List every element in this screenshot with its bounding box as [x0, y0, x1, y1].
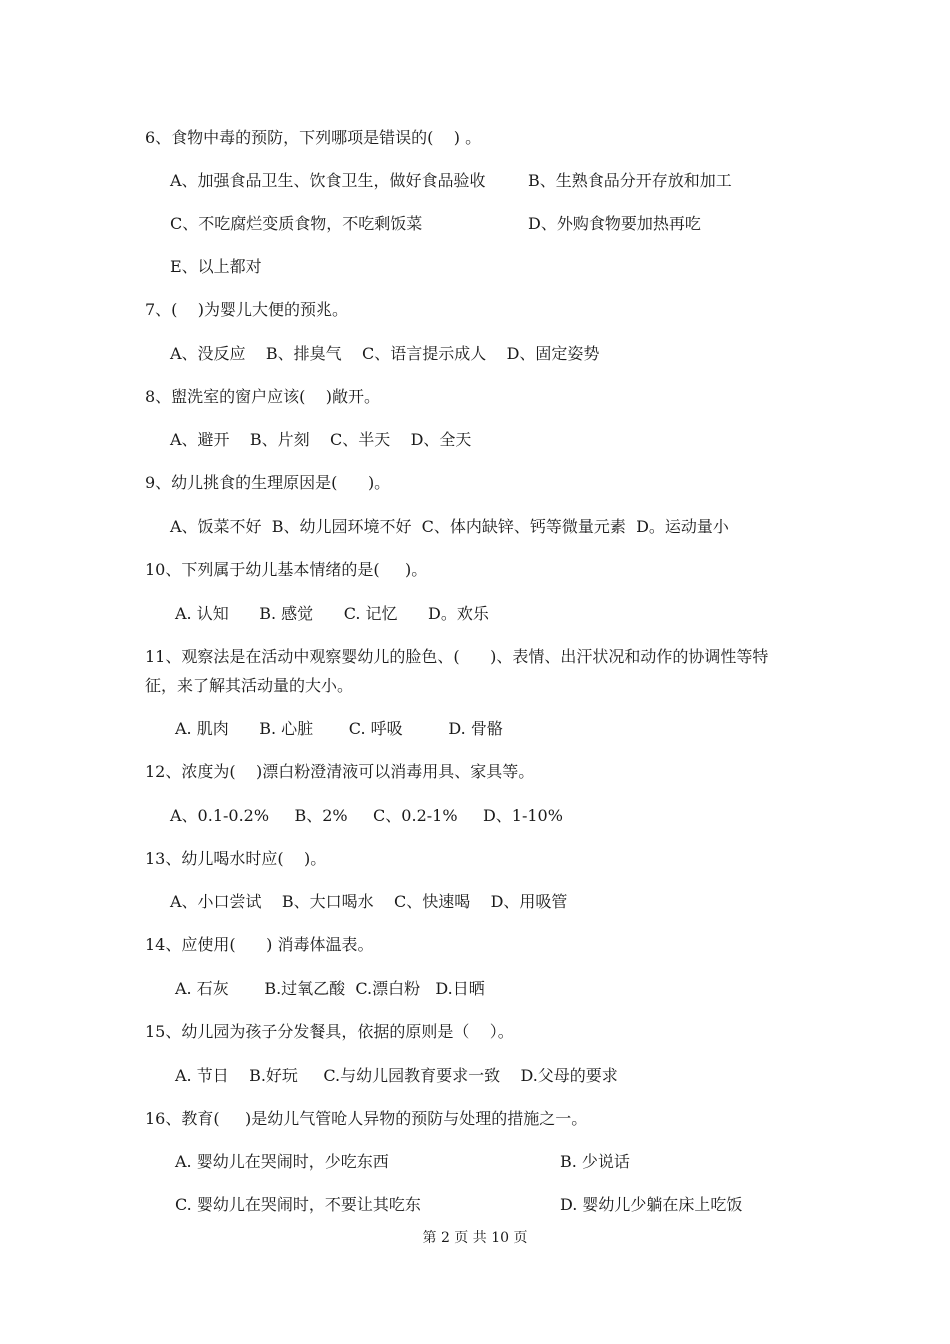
question-16-option-a: A. 婴幼儿在哭闹时，少吃东西 — [175, 1152, 389, 1171]
question-13-options: A、小口尝试 B、大口喝水 C、快速喝 D、用吸管 — [170, 892, 568, 911]
question-15-stem: 15、幼儿园为孩子分发餐具，依据的原则是（ ）。 — [145, 1022, 514, 1041]
question-6-option-e: E、以上都对 — [170, 257, 262, 276]
question-15-options: A. 节日 B.好玩 C.与幼儿园教育要求一致 D.父母的要求 — [175, 1066, 618, 1085]
question-14-options: A. 石灰 B.过氧乙酸 C.漂白粉 D.日晒 — [175, 979, 485, 998]
question-16-stem: 16、教育( )是幼儿气管呛人异物的预防与处理的措施之一。 — [145, 1109, 588, 1128]
question-16-option-b: B. 少说话 — [560, 1152, 630, 1171]
question-13-stem: 13、幼儿喝水时应( )。 — [145, 849, 327, 868]
question-11-stem-line-2: 征，来了解其活动量的大小。 — [145, 676, 354, 695]
question-12-options: A、0.1-0.2% B、2% C、0.2-1% D、1-10% — [170, 806, 563, 825]
question-14-stem: 14、应使用( ) 消毒体温表。 — [145, 935, 374, 954]
question-7-stem: 7、( )为婴儿大便的预兆。 — [145, 300, 349, 319]
question-12-stem: 12、浓度为( )漂白粉澄清液可以消毒用具、家具等。 — [145, 762, 535, 781]
question-9-options: A、饭菜不好 B、幼儿园环境不好 C、体内缺锌、钙等微量元素 D。运动量小 — [170, 517, 729, 536]
question-6-stem: 6、食物中毒的预防，下列哪项是错误的( ) 。 — [145, 128, 482, 147]
question-8-stem: 8、盥洗室的窗户应该( )敞开。 — [145, 387, 381, 406]
question-10-options: A. 认知 B. 感觉 C. 记忆 D。欢乐 — [175, 604, 489, 623]
question-16-option-c: C. 婴幼儿在哭闹时，不要让其吃东 — [175, 1195, 421, 1214]
question-6-option-b: B、生熟食品分开存放和加工 — [528, 171, 732, 190]
question-7-options: A、没反应 B、排臭气 C、语言提示成人 D、固定姿势 — [170, 344, 600, 363]
page-number: 第 2 页 共 10 页 — [422, 1230, 528, 1246]
question-6-option-a: A、加强食品卫生、饮食卫生，做好食品验收 — [170, 171, 486, 190]
question-6-option-d: D、外购食物要加热再吃 — [528, 214, 701, 233]
question-16-option-d: D. 婴幼儿少躺在床上吃饭 — [560, 1195, 743, 1214]
question-11-stem-line-1: 11、观察法是在活动中观察婴幼儿的脸色、( )、表情、出汗状况和动作的协调性等特 — [145, 647, 769, 666]
question-10-stem: 10、下列属于幼儿基本情绪的是( )。 — [145, 560, 428, 579]
question-6-option-c: C、不吃腐烂变质食物，不吃剩饭菜 — [170, 214, 423, 233]
question-11-options: A. 肌肉 B. 心脏 C. 呼吸 D. 骨骼 — [175, 719, 503, 738]
question-9-stem: 9、幼儿挑食的生理原因是( )。 — [145, 473, 391, 492]
question-8-options: A、避开 B、片刻 C、半天 D、全天 — [170, 430, 472, 449]
